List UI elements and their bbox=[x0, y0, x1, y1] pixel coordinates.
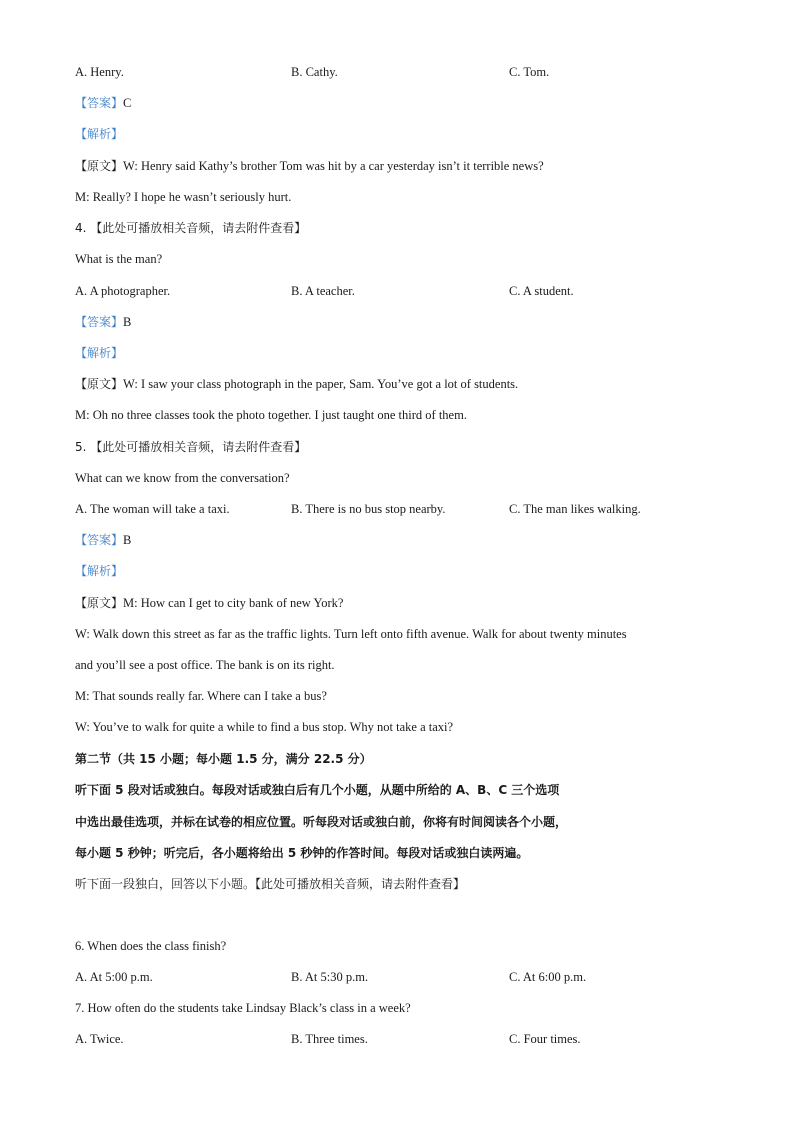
q5-header: 5. 【此处可播放相关音频，请去附件查看】 bbox=[75, 440, 307, 454]
section2-instructions-2: 中选出最佳选项，并标在试卷的相应位置。听每段对话或独白前，你将有时间阅读各个小题， bbox=[75, 815, 568, 829]
q6-option-a: A. At 5:00 p.m. bbox=[75, 970, 153, 984]
q4-answer: B bbox=[123, 315, 132, 329]
q5-transcript-text-1: M: How can I get to city bank of new York? bbox=[123, 596, 344, 610]
q5-option-c: C. The man likes walking. bbox=[509, 502, 641, 516]
section2-title: 第二节（共 15 小题；每小题 1.5 分，满分 22.5 分） bbox=[75, 752, 372, 766]
q7-option-c: C. Four times. bbox=[509, 1032, 581, 1046]
q7-option-a: A. Twice. bbox=[75, 1032, 124, 1046]
q3-option-b: B. Cathy. bbox=[291, 65, 338, 79]
section2-instructions-3: 每小题 5 秒钟；听完后，各小题将给出 5 秒钟的作答时间。每段对话或独白读两遍。 bbox=[75, 846, 529, 860]
q7-option-b: B. Three times. bbox=[291, 1032, 368, 1046]
q4-transcript-line-1 bbox=[75, 376, 518, 392]
q4-header: 4. 【此处可播放相关音频，请去附件查看】 bbox=[75, 221, 307, 235]
q4-option-a: A. A photographer. bbox=[75, 284, 171, 298]
q4-analysis-tag: 【解析】 bbox=[75, 346, 124, 360]
q5-transcript-line-2: W: Walk down this street as far as the traffic lights. Turn left onto fifth avenue. Walk for about twenty minutes bbox=[75, 627, 627, 641]
q5-transcript-line-1 bbox=[75, 595, 343, 611]
q4-option-b: B. A teacher. bbox=[291, 284, 355, 298]
answer-tag: 【答案】 bbox=[75, 533, 124, 547]
q3-answer-line bbox=[75, 95, 131, 111]
answer-tag: 【答案】 bbox=[75, 96, 124, 110]
q5-answer-line bbox=[75, 532, 131, 548]
q6-option-c: C. At 6:00 p.m. bbox=[509, 970, 587, 984]
section2-instructions-1: 听下面 5 段对话或独白。每段对话或独白后有几个小题，从题中所给的 A、B、C 三个选项 bbox=[75, 783, 560, 797]
q6-question: 6. When does the class finish? bbox=[75, 939, 227, 953]
q3-analysis-tag: 【解析】 bbox=[75, 127, 124, 141]
q6-option-b: B. At 5:30 p.m. bbox=[291, 970, 369, 984]
q3-transcript-text-1: W: Henry said Kathy’s brother Tom was hit by a car yesterday isn’t it terrible news? bbox=[123, 159, 544, 173]
q4-transcript-line-2: M: Oh no three classes took the photo together. I just taught one third of them. bbox=[75, 408, 467, 422]
q3-option-a: A. Henry. bbox=[75, 65, 124, 79]
q5-analysis-tag: 【解析】 bbox=[75, 564, 124, 578]
q4-transcript-text-1: W: I saw your class photograph in the paper, Sam. You’ve got a lot of students. bbox=[123, 377, 519, 391]
q5-transcript-line-5: W: You’ve to walk for quite a while to find a bus stop. Why not take a taxi? bbox=[75, 720, 454, 734]
transcript-tag: 【原文】 bbox=[75, 596, 124, 610]
q3-transcript-line-2: M: Really? I hope he wasn’t seriously hurt. bbox=[75, 190, 292, 204]
q5-answer: B bbox=[123, 533, 132, 547]
q4-question: What is the man? bbox=[75, 252, 163, 266]
q4-answer-line bbox=[75, 314, 131, 330]
q5-question: What can we know from the conversation? bbox=[75, 471, 290, 485]
q3-option-c: C. Tom. bbox=[509, 65, 550, 79]
q5-option-b: B. There is no bus stop nearby. bbox=[291, 502, 446, 516]
q5-option-a: A. The woman will take a taxi. bbox=[75, 502, 230, 516]
section2-audio-note: 听下面一段独白，回答以下小题。【此处可播放相关音频，请去附件查看】 bbox=[75, 877, 466, 891]
transcript-tag: 【原文】 bbox=[75, 159, 124, 173]
transcript-tag: 【原文】 bbox=[75, 377, 124, 391]
q3-answer: C bbox=[123, 96, 132, 110]
q7-question: 7. How often do the students take Lindsay Black’s class in a week? bbox=[75, 1001, 411, 1015]
answer-tag: 【答案】 bbox=[75, 315, 124, 329]
q3-transcript-line-1 bbox=[75, 158, 544, 174]
q5-transcript-line-4: M: That sounds really far. Where can I take a bus? bbox=[75, 689, 327, 703]
q5-transcript-line-3: and you’ll see a post office. The bank is on its right. bbox=[75, 658, 335, 672]
q4-option-c: C. A student. bbox=[509, 284, 574, 298]
